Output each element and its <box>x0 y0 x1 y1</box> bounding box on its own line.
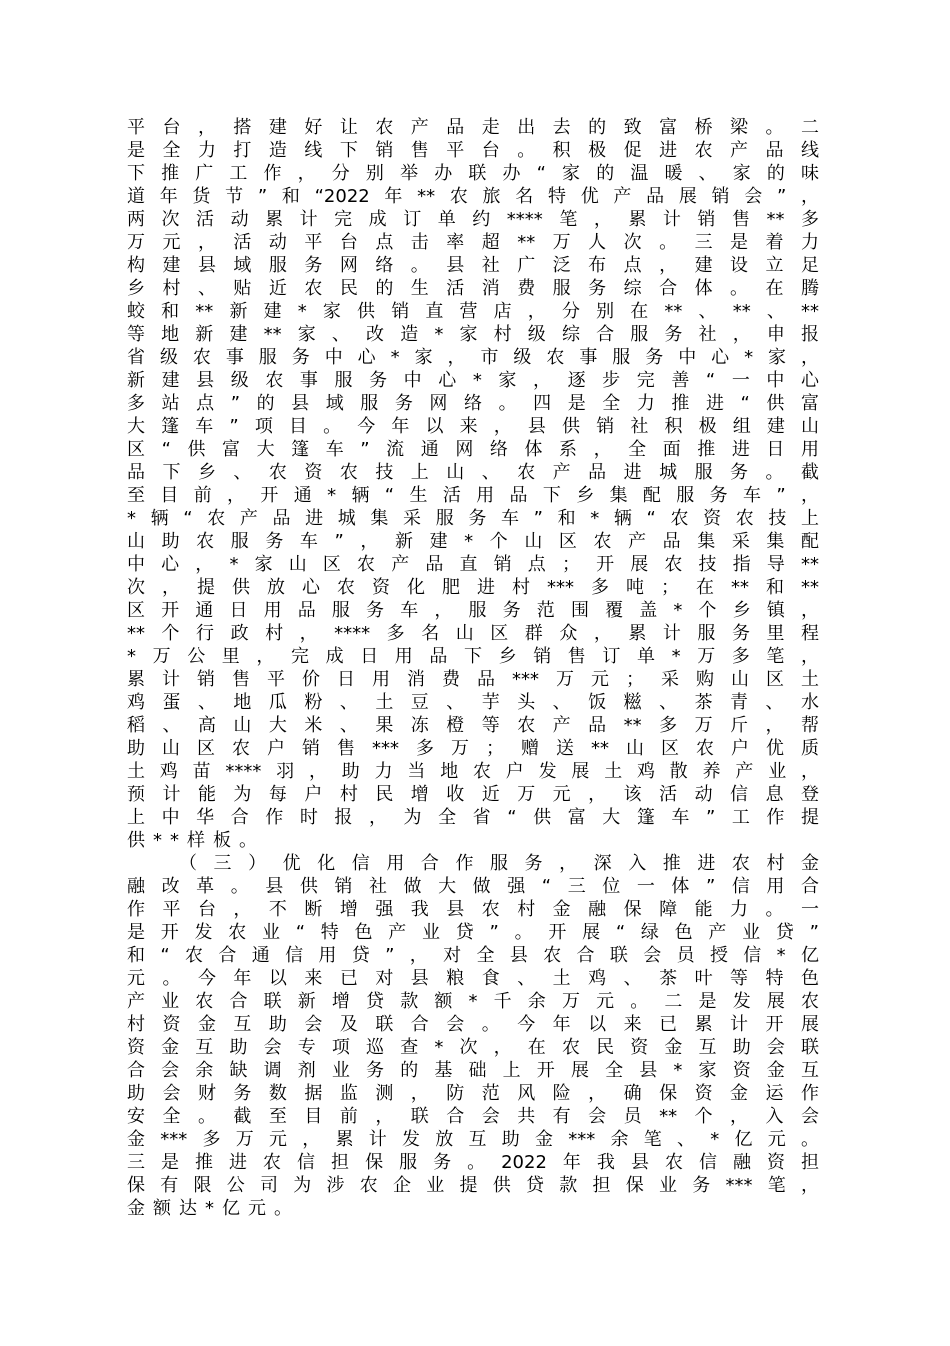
text-line: 大篷车”项目。今年以来，县供销社积极组建山 <box>127 416 819 437</box>
text-line: 村资金互助会及联合会。今年以来已累计开展 <box>127 1014 819 1035</box>
text-line: 品下乡、农资农技上山、农产品进城服务。截 <box>127 462 819 483</box>
text-line: 金额达*亿元。 <box>127 1198 300 1219</box>
text-line: 构建县域服务网络。县社广泛布点，建设立足 <box>127 255 819 276</box>
text-line: 至目前，开通*辆“生活用品下乡集配服务车”， <box>127 485 819 506</box>
text-line: 区“供富大篷车”流通网络体系，全面推进日用 <box>127 439 819 460</box>
text-line: 鸡蛋、地瓜粉、土豆、芋头、饭糍、茶青、水 <box>127 692 819 713</box>
text-line: 土鸡苗****羽，助力当地农户发展土鸡散养产业， <box>127 761 819 782</box>
text-line: 融改革。县供销社做大做强“三位一体”信用合 <box>127 876 819 897</box>
text-line: 中心，*家山区农产品直销点；开展农技指导** <box>127 554 819 575</box>
text-line: 合会余缺调剂业务的基础上开展全县*家资金互 <box>127 1060 819 1081</box>
text-line: 万元，活动平台点击率超**万人次。三是着力 <box>127 232 819 253</box>
text-line: 次，提供放心农资化肥进村***多吨；在**和** <box>127 577 819 598</box>
text-line: 安全。截至目前，联合会共有会员**个，入会 <box>127 1106 819 1127</box>
text-line: 保有限公司为涉农企业提供贷款担保业务***笔， <box>127 1175 819 1196</box>
text-line: 元。今年以来已对县粮食、土鸡、茶叶等特色 <box>127 968 819 989</box>
text-line: *万公里，完成日用品下乡销售订单*万多笔， <box>127 646 819 667</box>
text-line: 道年货节”和“2022年**农旅名特优产品展销会”， <box>127 186 819 207</box>
text-line: 下推广工作，分别举办联办“家的温暖、家的味 <box>127 163 819 184</box>
text-line: 多站点”的县域服务网络。四是全力推进“供富 <box>127 393 819 414</box>
text-line: 省级农事服务中心*家，市级农事服务中心*家， <box>127 347 819 368</box>
text-line: 和“农合通信用贷”，对全县农合联会员授信*亿 <box>127 945 819 966</box>
text-line: 三是推进农信担保服务。2022年我县农信融资担 <box>127 1152 819 1173</box>
text-line: 是全力打造线下销售平台。积极促进农产品线 <box>127 140 819 161</box>
body-text <box>127 116 819 1220</box>
text-line: 累计销售平价日用消费品***万元；采购山区土 <box>127 669 819 690</box>
text-line: *辆“农产品进城集采服务车”和*辆“农资农技上 <box>127 508 819 529</box>
text-line: 预计能为每户村民增收近万元，该活动信息登 <box>127 784 819 805</box>
text-line: 蛟和**新建*家供销直营店，分别在**、**、** <box>127 301 819 322</box>
section-heading-line: （三）优化信用合作服务，深入推进农村金 <box>179 853 819 874</box>
text-line: 乡村、贴近农民的生活消费服务综合体。在腾 <box>127 278 819 299</box>
text-line: 是开发农业“特色产业贷”。开展“绿色产业贷” <box>127 922 819 943</box>
text-line: 助山区农户销售***多万；赠送**山区农户优质 <box>127 738 819 759</box>
text-line: 金***多万元，累计发放互助金***余笔、*亿元。 <box>127 1129 819 1150</box>
text-line: 供**样板。 <box>127 830 265 851</box>
text-line: 稻、高山大米、果冻橙等农产品**多万斤，帮 <box>127 715 819 736</box>
text-line: 助会财务数据监测，防范风险，确保资金运作 <box>127 1083 819 1104</box>
text-line: 上中华合作时报，为全省“供富大篷车”工作提 <box>127 807 819 828</box>
text-line: 山助农服务车”，新建*个山区农产品集采集配 <box>127 531 819 552</box>
text-line: 平台，搭建好让农产品走出去的致富桥梁。二 <box>127 117 819 138</box>
text-line: 新建县级农事服务中心*家，逐步完善“一中心 <box>127 370 819 391</box>
text-line: 两次活动累计完成订单约****笔，累计销售**多 <box>127 209 819 230</box>
text-line: 区开通日用品服务车，服务范围覆盖*个乡镇， <box>127 600 819 621</box>
text-line: 等地新建**家、改造*家村级综合服务社，申报 <box>127 324 819 345</box>
text-line: 资金互助会专项巡查*次，在农民资金互助会联 <box>127 1037 819 1058</box>
text-line: 产业农合联新增贷款额*千余万元。二是发展农 <box>127 991 819 1012</box>
text-line: **个行政村，****多名山区群众，累计服务里程 <box>127 623 819 644</box>
text-line: 作平台，不断增强我县农村金融保障能力。一 <box>127 899 819 920</box>
